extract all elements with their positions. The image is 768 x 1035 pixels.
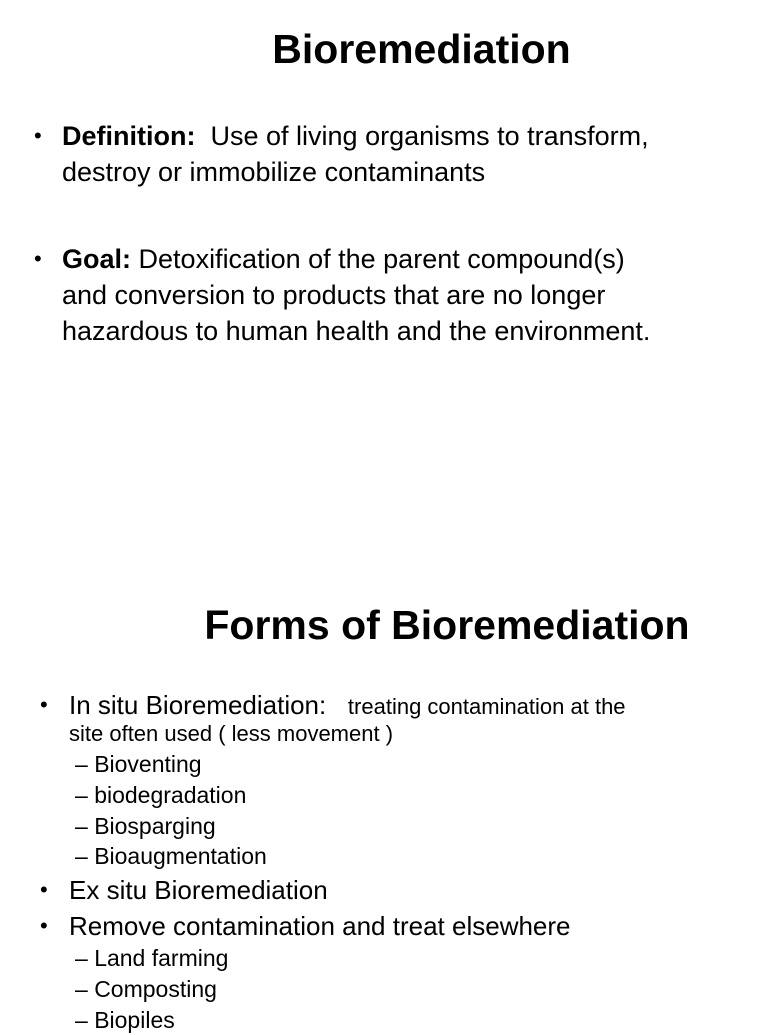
bullet-definition (34, 118, 754, 198)
dash: – (75, 813, 88, 839)
sub-item-biodegradation (75, 780, 246, 810)
bullet-dot: • (34, 123, 42, 148)
bullet-text (62, 118, 742, 190)
dash: – (75, 976, 88, 1002)
sub-item-biopiles (75, 1005, 175, 1035)
sub-item-bioventing (75, 749, 202, 779)
sub-item-biosparging (75, 811, 216, 841)
definition-line-1: Use of living organisms to transform, (210, 121, 649, 151)
sub-item-label: Composting (94, 976, 217, 1002)
goal-line-2: and conversion to products that are no longer (62, 280, 606, 310)
dash: – (75, 751, 88, 777)
dash: – (75, 782, 88, 808)
goal-label: Goal: (62, 244, 132, 274)
sub-item-label: biodegradation (94, 782, 247, 808)
sub-item-label: Bioaugmentation (94, 843, 267, 869)
in-situ-note-continued: site often used ( less movement ) (69, 721, 394, 746)
dash: – (75, 945, 88, 971)
bullet-goal (34, 241, 754, 361)
slide-title: Forms of Bioremediation (204, 602, 690, 648)
sub-item-label: Biosparging (94, 813, 216, 839)
dash: – (75, 843, 88, 869)
bullet-dot: • (34, 246, 42, 271)
goal-line-3: hazardous to human health and the environment. (62, 316, 651, 346)
in-situ-note: treating contamination at the (347, 694, 626, 719)
bullet-dot: • (40, 692, 48, 717)
bullet-text: Remove contamination and treat elsewhere (69, 911, 571, 941)
sub-item-label: Bioventing (94, 751, 202, 777)
bullet-dot: • (40, 913, 48, 938)
bullet-text (69, 688, 626, 724)
sub-item-label: Land farming (94, 945, 229, 971)
definition-label: Definition: (62, 121, 196, 151)
slide-bioremediation (0, 0, 768, 512)
definition-line-2: destroy or immobilize contaminants (62, 157, 486, 187)
goal-line-1: Detoxification of the parent compound(s) (138, 244, 625, 274)
bullet-text (62, 241, 742, 349)
sub-item-bioaugmentation (75, 841, 267, 871)
slide-forms-of-bioremediation (0, 512, 768, 1033)
slide-title: Bioremediation (272, 26, 571, 72)
sub-item-composting (75, 974, 217, 1004)
bullet-text: Ex situ Bioremediation (69, 875, 328, 905)
dash: – (75, 1007, 88, 1033)
sub-item-label: Biopiles (94, 1007, 175, 1033)
in-situ-label: In situ Bioremediation: (69, 690, 327, 720)
bullet-dot: • (40, 877, 48, 902)
sub-item-land-farming (75, 943, 228, 973)
